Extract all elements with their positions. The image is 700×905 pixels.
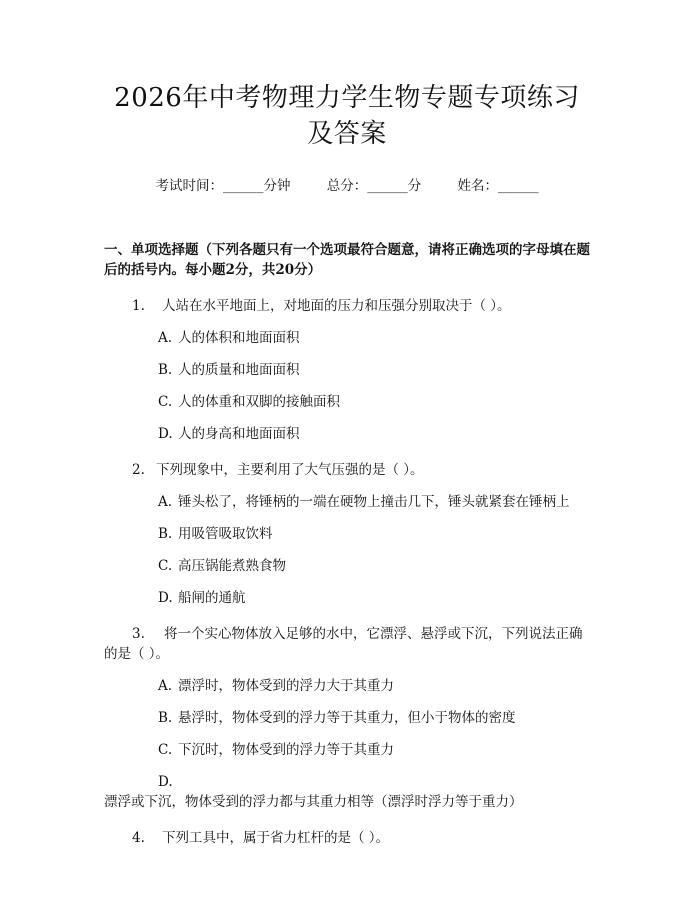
option-2b	[104, 524, 590, 544]
exam-time-field: 考试时间：______分钟	[155, 178, 291, 194]
exam-info	[104, 176, 590, 196]
name-field: 姓名：______	[457, 178, 539, 194]
option-3c	[104, 740, 590, 760]
total-score-field: 总分：______分	[326, 178, 422, 194]
option-letter: A.	[158, 494, 173, 510]
option-text: 锤头松了，将锤柄的一端在硬物上撞击几下，锤头就紧套在锤柄上	[178, 494, 570, 510]
option-1a	[104, 328, 590, 348]
question-number: 4.	[132, 830, 145, 846]
option-2c	[104, 556, 590, 576]
question-text: 将一个实心物体放入足够的水中，它漂浮、悬浮或下沉，下列说法正确的是（ ）。	[104, 626, 583, 662]
option-letter: D.	[158, 774, 173, 790]
option-text: 人的身高和地面面积	[178, 426, 300, 442]
option-1b	[104, 360, 590, 380]
question-number: 3.	[132, 626, 145, 642]
option-3a	[104, 676, 590, 696]
option-letter: C.	[158, 394, 173, 410]
question-text: 下列现象中，主要利用了大气压强的是（ ）。	[156, 462, 424, 478]
option-2a	[104, 492, 590, 512]
question-number: 2.	[132, 462, 145, 478]
question-4	[104, 828, 590, 848]
question-text: 人站在水平地面上，对地面的压力和压强分别取决于（ ）。	[162, 298, 511, 314]
option-letter: D.	[158, 426, 173, 442]
option-text: 高压锅能煮熟食物	[178, 558, 286, 574]
option-1d	[104, 424, 590, 444]
option-letter: A.	[158, 330, 173, 346]
option-letter: C.	[158, 742, 173, 758]
section-heading: 一、单项选择题（下列各题只有一个选项最符合题意，请将正确选项的字母填在题后的括号内。每小题2分，共20分）	[104, 242, 590, 278]
question-text: 下列工具中，属于省力杠杆的是（ ）。	[162, 830, 390, 846]
option-letter: B.	[158, 526, 173, 542]
question-number: 1.	[132, 298, 145, 314]
document-title: 2026年中考物理力学生物专题专项练习及答案	[114, 83, 580, 149]
question-1	[104, 296, 590, 316]
option-text: 人的质量和地面面积	[178, 362, 300, 378]
question-2	[104, 460, 590, 480]
option-letter: C.	[158, 558, 173, 574]
option-2d	[104, 588, 590, 608]
option-letter: B.	[158, 710, 173, 726]
option-text: 悬浮时，物体受到的浮力等于其重力，但小于物体的密度	[178, 710, 516, 726]
option-text: 人的体积和地面面积	[178, 330, 300, 346]
question-3	[104, 624, 590, 664]
option-text: 人的体重和双脚的接触面积	[178, 394, 340, 410]
option-text: 漂浮或下沉，物体受到的浮力都与其重力相等（漂浮时浮力等于重力）	[104, 794, 523, 810]
option-3d	[104, 772, 590, 812]
option-text: 船闸的通航	[178, 590, 246, 606]
option-text: 下沉时，物体受到的浮力等于其重力	[178, 742, 394, 758]
option-1c	[104, 392, 590, 412]
option-text: 用吸管吸取饮料	[178, 526, 273, 542]
option-letter: A.	[158, 678, 173, 694]
option-text: 漂浮时，物体受到的浮力大于其重力	[178, 678, 394, 694]
option-letter: D.	[158, 590, 173, 606]
option-letter: B.	[158, 362, 173, 378]
option-3b	[104, 708, 590, 728]
